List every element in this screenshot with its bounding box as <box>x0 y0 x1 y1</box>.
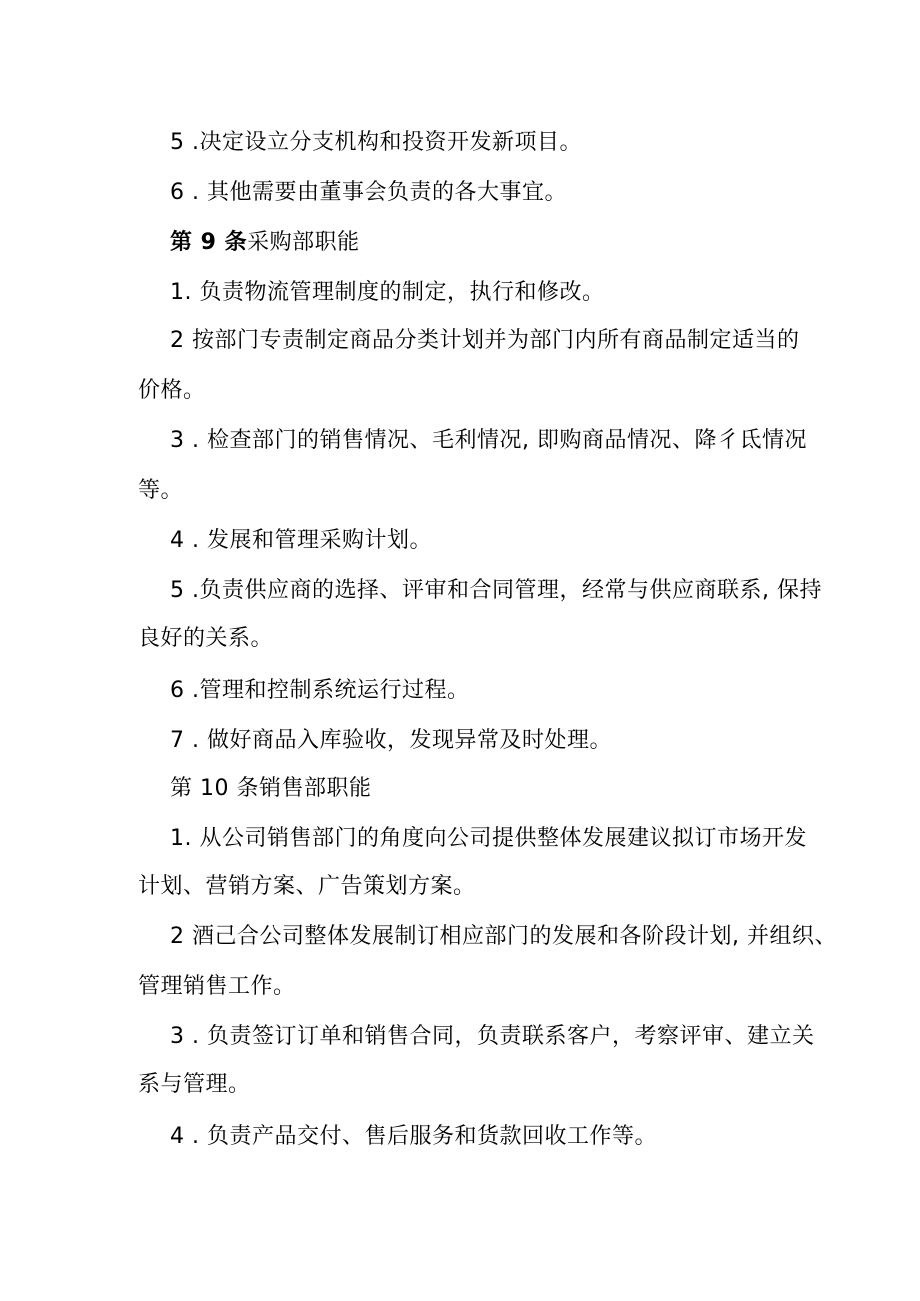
text-line: 价格。 <box>138 378 206 403</box>
text-line: 2 按部门专责制定商品分类计划并为部门内所有商品制定适当的 <box>170 328 800 353</box>
text-line: 2 酒己合公司整体发展制订相应部门的发展和各阶段计划, 并组织、 <box>170 924 837 949</box>
section-number: 第 9 条 <box>170 230 248 255</box>
text-line: 系与管理。 <box>138 1072 251 1097</box>
text-line: 良好的关系。 <box>138 626 274 651</box>
text-line: 4 . 发展和管理采购计划。 <box>170 528 432 553</box>
text-line: 5 .负责供应商的选择、评审和合同管理，经常与供应商联系, 保持 <box>170 578 822 603</box>
text-line: 5 .决定设立分支机构和投资开发新项目。 <box>170 130 582 155</box>
section-heading <box>170 229 360 257</box>
text-line: 6 . 其他需要由董事会负责的各大事宜。 <box>170 180 567 205</box>
text-line: 1. 从公司销售部门的角度向公司提供整体发展建议拟订市场开发 <box>170 826 807 851</box>
text-line: 4 . 负责产品交付、售后服务和货款回收工作等。 <box>170 1124 657 1149</box>
text-line: 管理销售工作。 <box>138 974 296 999</box>
text-line: 计划、营销方案、广告策划方案。 <box>138 874 476 899</box>
text-line: 7 . 做好商品入库验收，发现异常及时处理。 <box>170 728 612 753</box>
text-line: 3 . 检查部门的销售情况、毛利情况, 即购商品情况、降彳氐情况 <box>170 428 807 453</box>
section-title: 采购部职能 <box>247 230 360 255</box>
text-line: 3 . 负责签订订单和销售合同，负责联系客户，考察评审、建立关 <box>170 1024 815 1049</box>
section-heading: 第 10 条销售部职能 <box>170 776 372 801</box>
text-line: 等。 <box>138 478 184 503</box>
text-line: 6 .管理和控制系统运行过程。 <box>170 678 470 703</box>
text-line: 1. 负责物流管理制度的制定，执行和修改。 <box>170 280 605 305</box>
